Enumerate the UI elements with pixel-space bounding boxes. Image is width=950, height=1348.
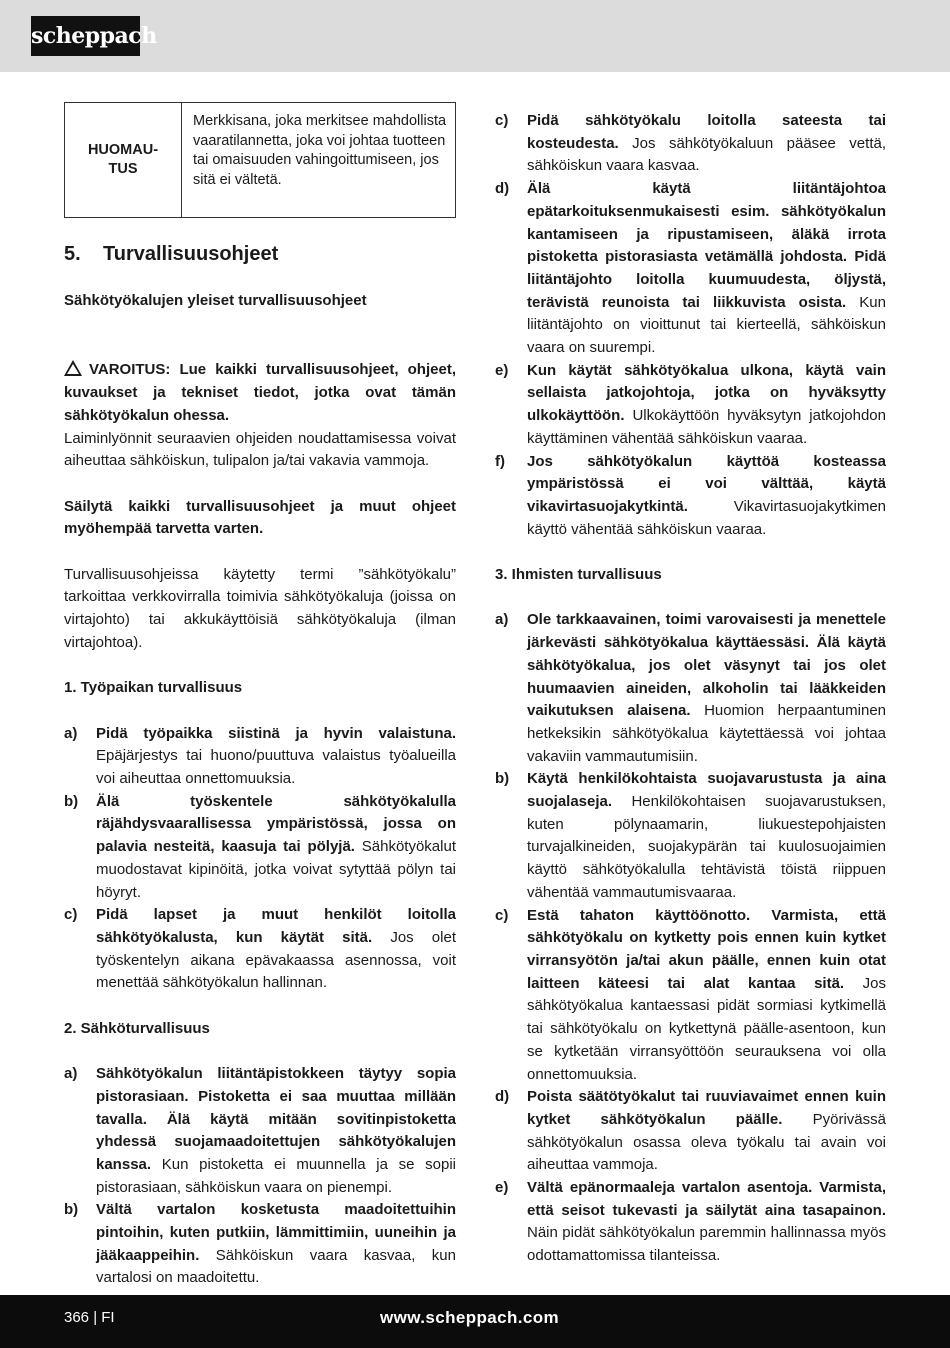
- list-item: [495, 178, 886, 360]
- warning-text: Laiminlyönnit seuraavien ohjeiden noudattamisessa voivat aiheuttaa sähköiskun, tulipalon ja/tai vakavia vammoja.: [64, 429, 456, 470]
- website-link[interactable]: www.scheppach.com: [380, 1308, 560, 1327]
- warning-paragraph: VAROITUS: Lue kaikki turvallisuusohjeet, ohjeet, kuvaukset ja tekniset tiedot, jotka ovat tämän sähkötyökalun ohessa.: [64, 361, 456, 424]
- list-item: [495, 609, 886, 768]
- list-item-label: a): [64, 1065, 78, 1083]
- heading-workplace: 1. Työpaikan turvallisuus: [64, 679, 243, 697]
- list-item-text: Pidä työpaikka siistinä ja hyvin valaistuna. Epäjärjestys tai huono/puuttuva valaistus työalueilla voi aiheuttaa onnettomuuksia.: [96, 724, 456, 787]
- section-heading: [64, 243, 278, 266]
- left-column: [64, 290, 456, 1290]
- list-item-label: c): [495, 112, 509, 129]
- page-footer: [0, 1295, 950, 1348]
- list-item: [495, 1086, 886, 1177]
- list-item-text: Estä tahaton käyttöönotto. Varmista, että sähkötyökalu on kytketty pois ennen kuin kytket virransyötön ja/tai akun päälle, ennen kuin otat laitteen käteesi tai alat kantaa sitä. Jos sähkötyökalua kantaessasi pidät sormiasi kytkimellä tai sähkötyökalu on kytkettynä päälle-asentoon, kun se kytketään virransyöttöön seurauksena voi olla onnettomuuksia.: [527, 906, 886, 1083]
- subtitle: Sähkötyökalujen yleiset turvallisuusohjeet: [64, 292, 367, 309]
- page-number: 366 | FI: [64, 1309, 115, 1326]
- term-definition: Turvallisuusohjeissa käytetty termi ”sähkötyökalu” tarkoittaa verkkovirralla toimivia sähkötyökaluja (joissa on virtajohto) tai akkukäyttöisiä sähkötyökaluja (ilman virtajohtoa).: [64, 565, 456, 651]
- list-item-text: Käytä henkilökohtaista suojavarustusta ja aina suojalaseja. Henkilökohtaisen suojavarustuksen, kuten pölynaamarin, liukuestepohjaisten turvajalkineiden, suojakypärän tai kuulosuojaimien käyttö sähkötyökalulla tehtävistä töistä riippuen vähentää vammautumisvaaraa.: [527, 770, 886, 901]
- list-item-label: c): [64, 906, 78, 924]
- notice-text: Merkkisana, joka merkitsee mahdollista vaaratilannetta, joka voi johtaa tuotteen tai omaisuuden vahingoittumiseen, jos sitä ei vältetä.: [193, 113, 447, 188]
- list-item-text: Älä käytä liitäntäjohtoa epätarkoituksenmukaisesti esim. sähkötyökalun kantamiseen ja ripustamiseen, äläkä irrota pistoketta pistorasiasta vetämällä johdosta. Pidä liitäntäjohto loitolla kuumuudesta, öljystä, terävistä reunoista tai liikkuvista osista. Kun liitäntäjohto on vioittunut tai kierteellä, sähköiskun vaara on suurempi.: [527, 180, 886, 357]
- electric-list-continued: [495, 110, 886, 541]
- list-item: [64, 791, 456, 905]
- list-item: [495, 110, 886, 178]
- list-item-text: Vältä epänormaaleja vartalon asentoja. Varmista, että seisot tukevasti ja säilytät aina tasapainon. Näin pidät sähkötyökalun paremmin hallinnassa myös odottamattomissa tilanteissa.: [527, 1179, 886, 1265]
- list-item-text: Älä työskentele sähkötyökalulla räjähdysvaarallisessa ympäristössä, jossa on palavia nesteitä, kaasuja tai pölyjä. Sähkötyökalut muodostavat kipinöitä, jotka voivat sytyttää pölyn tai höyryt.: [96, 792, 456, 901]
- keep-instructions: Säilytä kaikki turvallisuusohjeet ja muut ohjeet myöhempää tarvetta varten.: [64, 497, 456, 538]
- right-column: [495, 110, 886, 1268]
- workplace-list: [64, 723, 456, 995]
- list-item-label: b): [495, 770, 510, 788]
- warning-triangle-icon: [64, 360, 82, 376]
- notice-box: [64, 102, 456, 218]
- heading-electric: 2. Sähköturvallisuus: [64, 1019, 210, 1037]
- section-number: 5.: [64, 243, 81, 265]
- list-item-label: e): [495, 361, 509, 379]
- list-item-text: Kun käytät sähkötyökalua ulkona, käytä vain sellaista jatkojohtoja, jotka on hyväksytty ulkokäyttöön. Ulkokäyttöön hyväksytyn jatkojohdon käyttäminen vähentää sähköiskun vaaraa.: [527, 361, 886, 447]
- list-item-label: e): [495, 1179, 509, 1197]
- list-item: [64, 1063, 456, 1199]
- list-item-text: Pidä lapset ja muut henkilöt loitolla sähkötyökalusta, kun käytät sitä. Jos olet työskentelyn aikana epävakaassa asennossa, voit menettää sähkötyökalun hallinnan.: [96, 906, 456, 992]
- list-item-text: Jos sähkötyökalun käyttöä kosteassa ympäristössä ei voi välttää, käytä vikavirtasuojakytkintä. Vikavirtasuojakytkimen käyttö vähentää sähköiskun vaaraa.: [527, 452, 886, 538]
- page-header: [0, 0, 950, 72]
- list-item-text: Vältä vartalon kosketusta maadoitettuihin pintoihin, kuten putkiin, lämmittimiin, uuneihin ja jääkaappeihin. Sähköiskun vaara kasvaa, kun vartalosi on maadoitettu.: [96, 1201, 456, 1287]
- list-item-text: Sähkötyökalun liitäntäpistokkeen täytyy sopia pistorasiaan. Pistoketta ei saa muuttaa millään tavalla. Älä käytä mitään sovitinpistoketta yhdessä suojamaadoitettujen sähkötyökalujen kanssa. Kun pistoketta ei muunnella ja se sopii pistorasiaan, sähköiskun vaara on pienempi.: [96, 1065, 456, 1196]
- list-item: [495, 451, 886, 542]
- list-item-label: d): [495, 180, 510, 198]
- list-item-label: d): [495, 1088, 510, 1106]
- personal-list: [495, 609, 886, 1267]
- list-item-text: Pidä sähkötyökalu loitolla sateesta tai kosteudesta. Jos sähkötyökaluun pääsee vettä, sähköiskun vaara kasvaa.: [527, 112, 886, 175]
- list-item: [495, 360, 886, 451]
- list-item: [64, 1199, 456, 1290]
- electric-list: [64, 1063, 456, 1290]
- list-item-label: f): [495, 452, 505, 470]
- list-item: [495, 1177, 886, 1268]
- list-item-label: a): [495, 611, 509, 629]
- list-item-text: Poista säätötyökalut tai ruuviavaimet ennen kuin kytket sähkötyökalun päälle. Pyörivässä sähkötyökalun osassa oleva työkalu tai avain voi aiheuttaa vammoja.: [527, 1088, 886, 1174]
- scheppach-logo: scheppach: [31, 16, 140, 56]
- list-item: [495, 905, 886, 1087]
- section-title: Turvallisuusohjeet: [103, 243, 279, 265]
- notice-label: HUOMAU- TUS: [65, 103, 182, 217]
- list-item-label: a): [64, 724, 78, 742]
- list-item-label: b): [64, 1201, 79, 1219]
- list-item: [495, 768, 886, 904]
- list-item: [64, 723, 456, 791]
- list-item-label: b): [64, 792, 79, 810]
- heading-personal: 3. Ihmisten turvallisuus: [495, 566, 662, 584]
- list-item: [64, 904, 456, 995]
- list-item-label: c): [495, 906, 509, 924]
- list-item-text: Ole tarkkaavainen, toimi varovaisesti ja menettele järkevästi sähkötyökalua käyttäessäsi. Älä käytä sähkötyökalua, jos olet väsynyt tai jos olet huumaavien aineiden, alkoholin tai lääkkeiden vaikutuksen alaisena. Huomion herpaantuminen hetkeksikin sähkötyökalua käytettäessä voi johtaa vakaviin vammautumisiin.: [527, 611, 887, 765]
